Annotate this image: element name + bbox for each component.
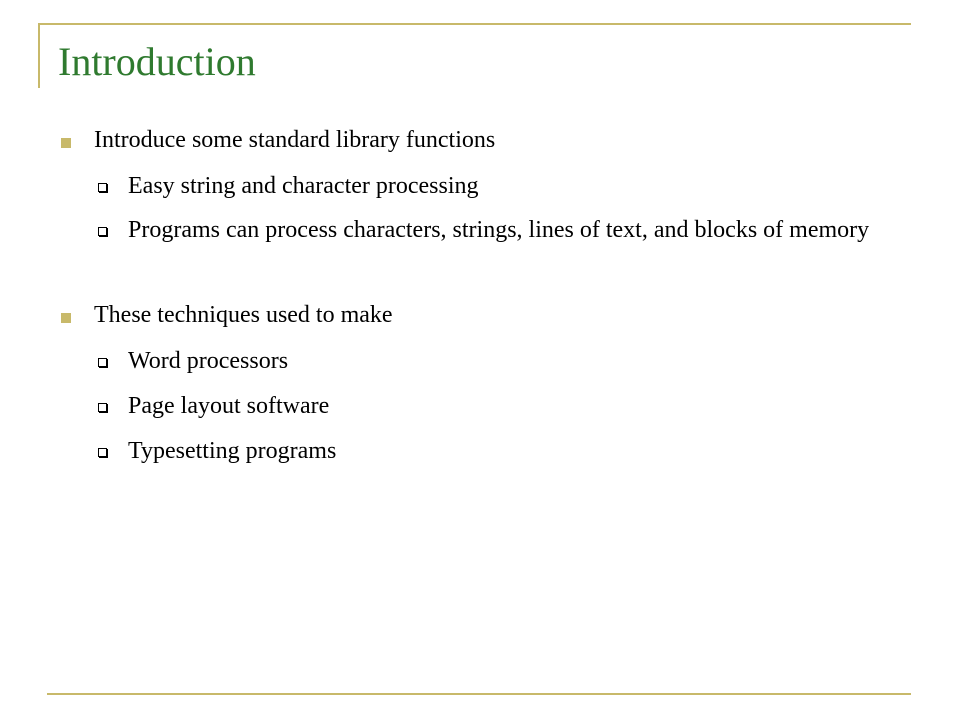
hollow-square-bullet-icon [98,227,107,236]
sub-bullet-item: Easy string and character processing [128,173,479,199]
sub-bullet-item: Programs can process characters, strings, lines of text, and blocks of memory [128,217,870,243]
sub-bullet-item: Page layout software [128,393,330,419]
square-bullet-icon [61,313,71,323]
sub-bullet-item: Typesetting programs [128,438,337,464]
square-bullet-icon [61,138,71,148]
bottom-border-line [47,693,911,695]
bullet-item: These techniques used to make [94,302,393,328]
slide-title: Introduction [58,39,256,84]
top-border-line [38,23,911,25]
hollow-square-bullet-icon [98,183,107,192]
sub-bullet-item: Word processors [128,348,289,374]
bullet-item: Introduce some standard library functions [94,127,496,153]
hollow-square-bullet-icon [98,358,107,367]
hollow-square-bullet-icon [98,448,107,457]
hollow-square-bullet-icon [98,403,107,412]
left-border-line [38,23,40,88]
